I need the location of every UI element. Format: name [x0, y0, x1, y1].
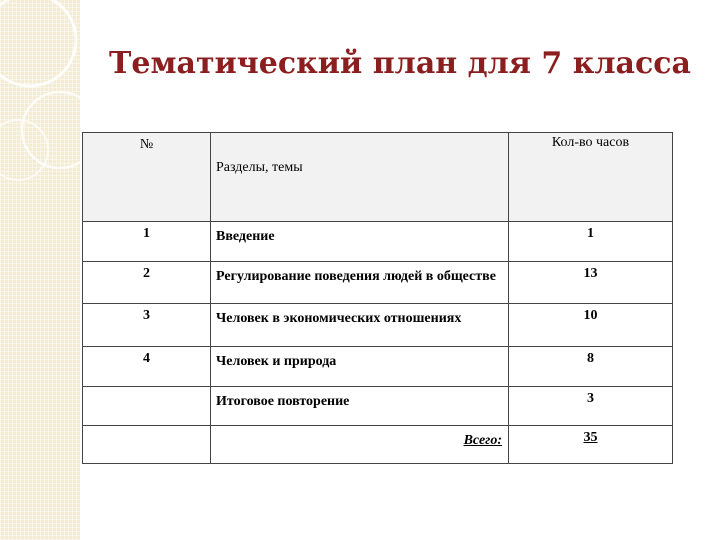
decorative-circles-icon — [0, 0, 80, 540]
slide-title: Тематический план для 7 класса — [109, 46, 691, 81]
row-hours: 3 — [509, 387, 673, 426]
table-header-row — [83, 133, 673, 222]
row-number: 1 — [83, 222, 211, 262]
header-topic: Разделы, темы — [211, 133, 509, 222]
table-row — [83, 262, 673, 304]
thematic-plan-table — [82, 132, 673, 464]
row-hours: 10 — [509, 304, 673, 347]
table-row — [83, 347, 673, 387]
header-hours: Кол-во часов — [509, 133, 673, 222]
total-label: Всего: — [211, 426, 509, 464]
row-number: 2 — [83, 262, 211, 304]
row-number — [83, 387, 211, 426]
table-row — [83, 304, 673, 347]
row-hours: 8 — [509, 347, 673, 387]
row-topic: Регулирование поведения людей в обществе — [211, 262, 509, 304]
row-hours: 13 — [509, 262, 673, 304]
row-number: 4 — [83, 347, 211, 387]
row-topic: Человек в экономических отношениях — [211, 304, 509, 347]
decorative-side-strip — [0, 0, 80, 540]
row-number: 3 — [83, 304, 211, 347]
table-row — [83, 222, 673, 262]
row-hours: 1 — [509, 222, 673, 262]
table-total-row — [83, 426, 673, 464]
row-topic: Введение — [211, 222, 509, 262]
row-topic: Итоговое повторение — [211, 387, 509, 426]
total-empty-cell — [83, 426, 211, 464]
row-topic: Человек и природа — [211, 347, 509, 387]
table-row — [83, 387, 673, 426]
header-number: № — [83, 133, 211, 222]
total-hours: 35 — [509, 426, 673, 464]
